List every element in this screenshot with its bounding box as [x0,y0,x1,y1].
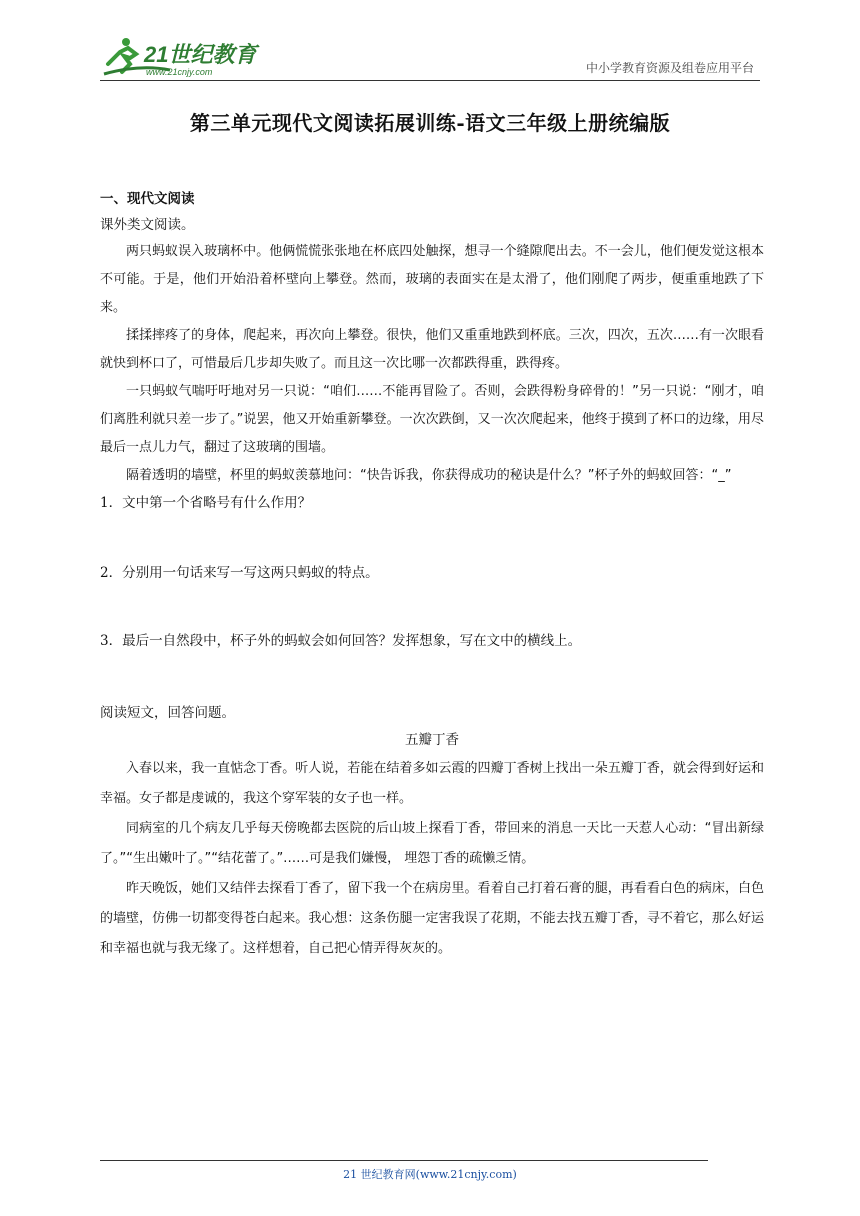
paragraph: 隔着透明的墙壁，杯里的蚂蚁羡慕地问：“快告诉我，你获得成功的秘诀是什么？”杯子外的蚂蚁回答：“_” [126,468,732,483]
answer-space [100,586,764,628]
paragraph: 揉揉摔疼了的身体，爬起来，再次向上攀登。很快，他们又重重地跌到杯底。三次，四次，五次……有一次眼看就快到杯口了，可惜最后几步却失败了。而且这一次比哪一次都跌得重，跌得疼。 [100,328,764,371]
story-paragraph: 同病室的几个病友几乎每天傍晚都去医院的后山坡上探看丁香，带回来的消息一天比一天惹人心动：“冒出新绿了。”“生出嫩叶了。”“结花蕾了。”……可是我们嫌慢， 埋怨丁香的疏懒乏情。 [100,821,764,866]
story-paragraph: 入春以来，我一直惦念丁香。听人说，若能在结着多如云霞的四瓣丁香树上找出一朵五瓣丁香，就会得到好运和幸福。女子都是虔诚的，我这个穿军装的女子也一样。 [100,761,764,806]
document-body [100,186,764,964]
page-footer: 21 世纪教育网(www.21cnjy.com) [343,1168,517,1181]
story-title: 五瓣丁香 [405,732,459,748]
reading-intro: 阅读短文，回答问题。 [100,705,235,721]
runner-logo-icon [100,34,260,78]
answer-space [100,516,764,560]
logo-url: www.21cnjy.com [146,67,213,77]
platform-label: 中小学教育资源及组卷应用平台 [585,61,754,75]
question-2: 2．分别用一句话来写一写这两只蚂蚁的特点。 [100,565,379,581]
footer-divider [100,1160,708,1161]
question-3: 3．最后一自然段中，杯子外的蚂蚁会如何回答？发挥想象，写在文中的横线上。 [100,633,582,649]
page-header [100,30,760,81]
paragraph: 两只蚂蚁误入玻璃杯中。他俩慌慌张张地在杯底四处触探，想寻一个缝隙爬出去。不一会儿，他们便发觉这根本不可能。于是，他们开始沿着杯壁向上攀登。然而，玻璃的表面实在是太滑了，他们刚爬了两步，便重重地跌了下来。 [100,244,764,315]
logo-text: 21世纪教育 [144,42,257,67]
story-paragraph: 昨天晚饭，她们又结伴去探看丁香了，留下我一个在病房里。看着自己打着石膏的腿，再看看白色的病床，白色的墙壁，仿佛一切都变得苍白起来。我心想：这条伤腿一定害我误了花期，不能去找五瓣丁香，寻不着它，那么好运和幸福也就与我无缘了。这样想着，自己把心情弄得灰灰的。 [100,881,764,956]
document-title: 第三单元现代文阅读拓展训练-语文三年级上册统编版 [189,111,671,135]
section-intro: 课外类文阅读。 [100,217,195,233]
paragraph: 一只蚂蚁气喘吁吁地对另一只说：“咱们……不能再冒险了。否则，会跌得粉身碎骨的！”另一只说：“刚才，咱们离胜利就只差一步了。”说罢，他又开始重新攀登。一次次跌倒，又一次次爬起来，他终于摸到了杯口的边缘，用尽最后一点儿力气，翻过了这玻璃的围墙。 [100,384,764,455]
question-1: 1．文中第一个省略号有什么作用？ [100,495,312,511]
answer-space [100,654,764,700]
site-logo [100,34,260,78]
section-heading: 一、现代文阅读 [100,191,195,207]
